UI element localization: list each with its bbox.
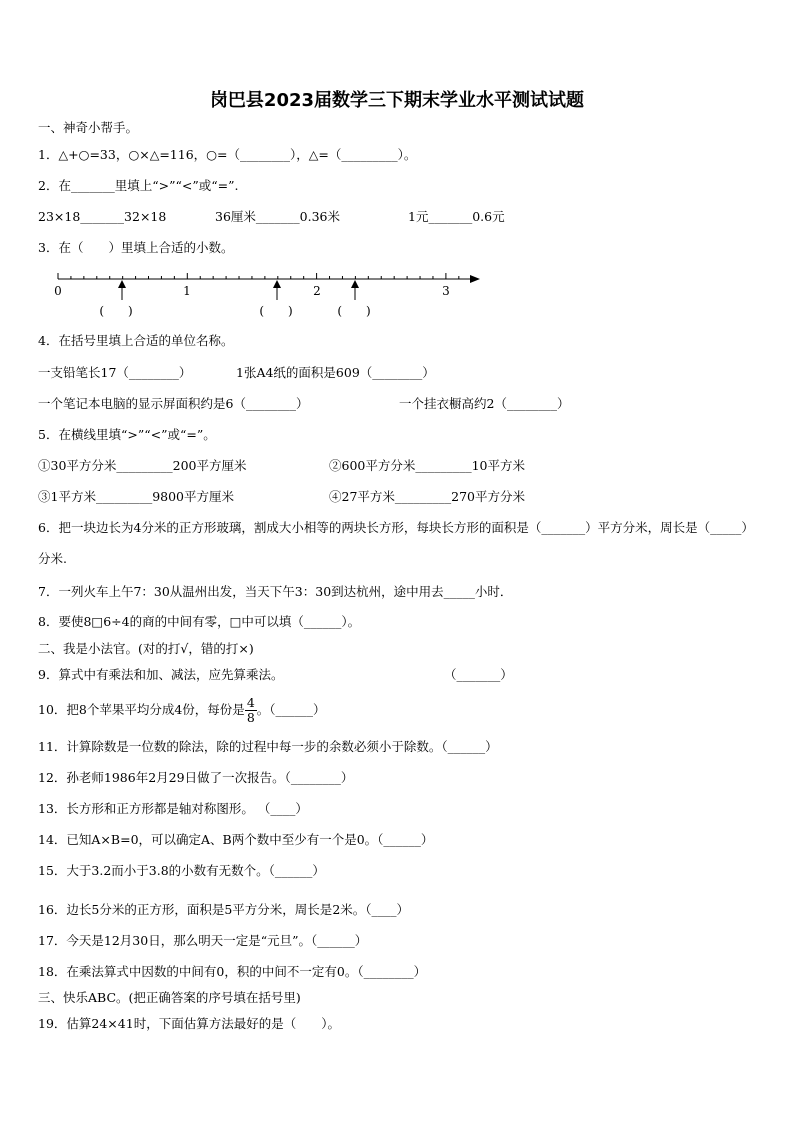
q2-item-1: 23×18_______32×18: [38, 209, 167, 224]
q10-fraction-numerator: 4: [246, 695, 255, 710]
q4-item-4: 一个挂衣橱高约2（________）: [399, 396, 570, 411]
q4-item-1: 一支铅笔长17（________）: [38, 365, 192, 380]
number-line-blank-1: ( ): [99, 304, 133, 318]
q5-item-4: ④27平方米_________270平方分米: [329, 489, 526, 504]
q5-item-1: ①30平方分米_________200平方厘米: [38, 458, 247, 473]
question-8: 8．要使8□6÷4的商的中间有零，□中可以填（______）。: [38, 614, 361, 629]
question-4: 4．在括号里填上合适的单位名称。: [38, 333, 234, 348]
question-10: [38, 693, 326, 727]
q4-item-2: 1张A4纸的面积是609（________）: [236, 365, 435, 380]
section-2-heading: 二、我是小法官。(对的打√，错的打×): [38, 641, 254, 656]
q2-item-3: 1元_______0.6元: [408, 209, 505, 224]
q9-answer-blank: （_______）: [444, 667, 513, 682]
question-3: 3．在（ ）里填上合适的小数。: [38, 240, 234, 255]
question-11: 11．计算除数是一位数的除法，除的过程中每一步的余数必须小于除数。（______）: [38, 739, 498, 754]
q2-item-2: 36厘米_______0.36米: [215, 209, 340, 224]
question-12: 12．孙老师1986年2月29日做了一次报告。（________）: [38, 770, 354, 785]
number-line-arrow-3: [351, 280, 359, 300]
question-2: 2．在_______里填上“>”“<”或“=”.: [38, 178, 239, 193]
question-7: 7．一列火车上午7：30从温州出发，当天下午3：30到达杭州，途中用去_____小时．: [38, 584, 513, 599]
number-line-label-2: 2: [313, 284, 321, 298]
number-line-arrow-2: [273, 280, 281, 300]
number-line: [0, 268, 794, 328]
q10-text-before: 10．把8个苹果平均分成4份，每份是: [38, 702, 245, 717]
question-18: 18．在乘法算式中因数的中间有0，积的中间不一定有0。（________）: [38, 964, 427, 979]
question-17: 17．今天是12月30日，那么明天一定是“元旦”。（______）: [38, 933, 368, 948]
q10-fraction: [245, 696, 257, 725]
section-1-heading: 一、神奇小帮手。: [38, 120, 139, 135]
page-title: 岗巴县2023届数学三下期末学业水平测试试题: [209, 90, 585, 111]
question-1: 1．△+○=33，○×△=116，○=（________），△=（_________）。: [38, 147, 417, 162]
question-6: 6．把一块边长为4分米的正方形玻璃，割成大小相等的两块长方形，每块长方形的面积是（_______）平方分米，周长是（_____）分米.: [38, 520, 754, 566]
q4-item-3: 一个笔记本电脑的显示屏面积约是6（________）: [38, 396, 309, 411]
q5-item-3: ③1平方米_________9800平方厘米: [38, 489, 235, 504]
number-line-blank-2: ( ): [259, 304, 293, 318]
q5-item-2: ②600平方分米_________10平方米: [329, 458, 526, 473]
number-line-ticks: [58, 273, 472, 279]
question-16: 16．边长5分米的正方形，面积是5平方分米，周长是2米。（____）: [38, 902, 410, 917]
question-5: 5．在横线里填“>”“<”或“=”。: [38, 427, 216, 442]
question-13: 13．长方形和正方形都是轴对称图形。 （____）: [38, 801, 308, 816]
question-14: 14．已知A×B=0，可以确定A、B两个数中至少有一个是0。（______）: [38, 832, 434, 847]
question-19: 19．估算24×41时，下面估算方法最好的是（ ）。: [38, 1016, 340, 1031]
section-3-heading: 三、快乐ABC。(把正确答案的序号填在括号里): [38, 990, 301, 1005]
question-9: 9．算式中有乘法和加、减法，应先算乘法。: [38, 667, 284, 682]
number-line-label-3: 3: [442, 284, 450, 298]
number-line-arrowhead: [470, 275, 480, 283]
q10-fraction-denominator: 8: [246, 710, 255, 725]
number-line-arrow-1: [118, 280, 126, 300]
question-15: 15．大于3.2而小于3.8的小数有无数个。（______）: [38, 863, 325, 878]
number-line-label-1: 1: [183, 284, 191, 298]
number-line-label-0: 0: [54, 284, 62, 298]
number-line-blank-3: ( ): [337, 304, 371, 318]
q10-text-after: 。（______）: [256, 702, 326, 717]
